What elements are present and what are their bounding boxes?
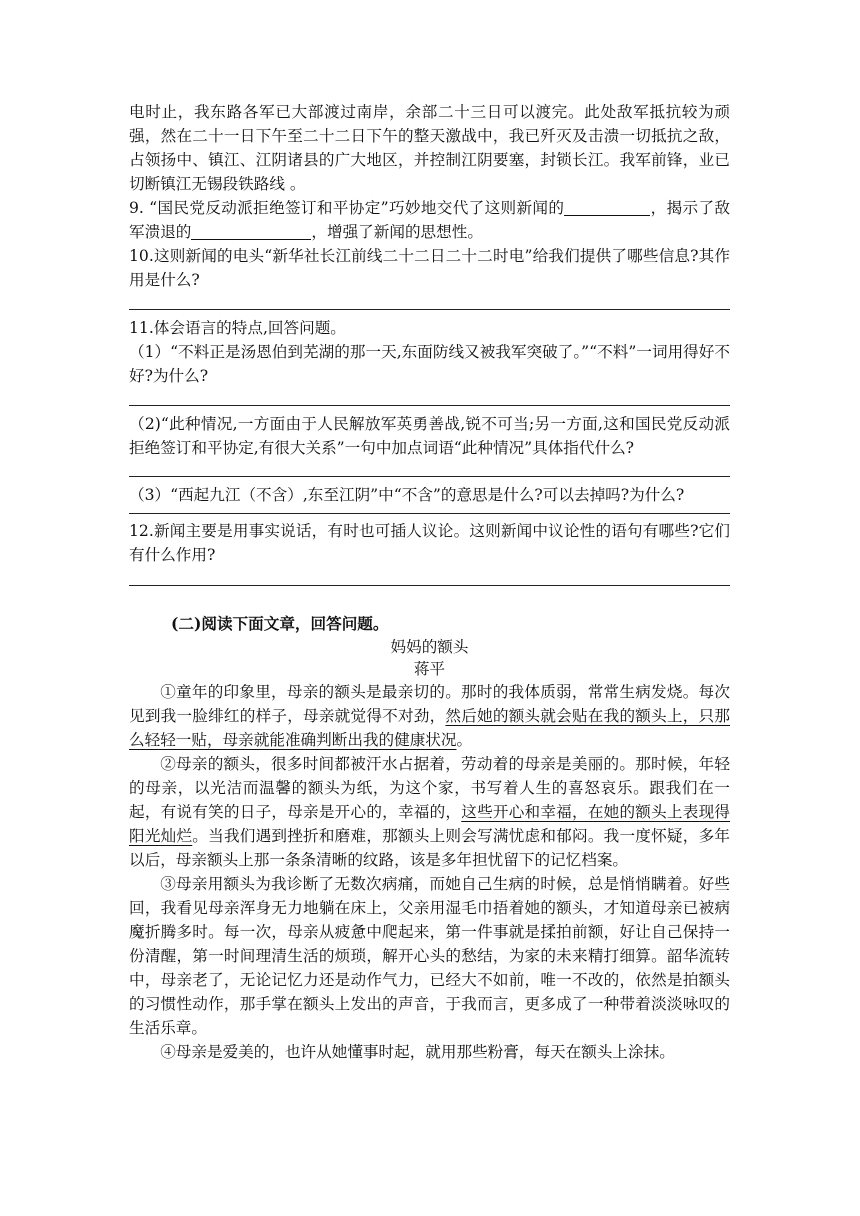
article-title: 妈妈的额头	[390, 638, 469, 656]
article-paragraph-4: ④母亲是爱美的，也许从她懂事时起，就用那些粉膏，每天在额头上涂抹。	[160, 1043, 675, 1061]
article-paragraph-3: ③母亲用额头为我诊断了无数次病痛，而她自己生病的时候，总是悄悄瞒着。好些回，我看见母亲浑身无力地躺在床上，父亲用湿毛巾捂着她的额头，才知道母亲已被病魔折腾多时。每一次，母亲从疲惫中爬起来，第一件事就是揉拍前额，好让自己保持一份清醒，第一时间理清生活的烦琐，解开心头的愁结，为家的未来精打细算。韶华流转中，母亲老了，无论记忆力还是动作气力，已经大不如前，唯一不改的，依然是拍额头的习惯性动作，那手掌在额头上发出的声音，于我而言，更多成了一种带着淡淡咏叹的生活乐章。	[129, 875, 730, 1037]
para2-text: ②母亲的额头，很多时间都被汗水占据着，劳动着的母亲是美丽的。那时候，年轻的母亲，以光洁而温馨的额头为纸，为这个家，书写着人生的喜怒哀乐。跟我们在一起，有说有笑的日子，母亲是开心的，幸福的，	[129, 755, 730, 821]
question-9	[129, 196, 730, 244]
q9-answer-blank-1[interactable]	[564, 199, 650, 216]
news-paragraph-end: 电时止，我东路各军已大部渡过南岸，余部二十三日可以渡完。此处敌军抵抗较为顽强，然在二十一日下午至二十二日下午的整天激战中，我已歼灭及击溃一切抵抗之敌，占领扬中、镇江、江阴诸县的广大地区，并控制江阴要塞，封锁长江。我军前锋，业已切断镇江无锡段铁路线 。	[129, 103, 730, 193]
question-11-1: （1）“不料正是汤恩伯到芜湖的那一天,东面防线又被我军突破了。”“不料”一词用得好不好?为什么?	[129, 343, 730, 385]
article-paragraph-2	[129, 752, 730, 872]
para2-underlined-sentence: 这些开心和幸福，在她的额头上表现得阳光灿烂	[129, 803, 730, 845]
q9-text-a: 9. “国民党反动派拒绝签订和平协定”巧妙地交代了这则新闻的	[129, 199, 565, 217]
question-11: 11.体会语言的特点,回答问题。	[129, 319, 346, 337]
q9-text-b: ，揭示了敌军溃退的	[129, 199, 730, 241]
question-10: 10.这则新闻的电头“新华社长江前线二十二日二十二时电”给我们提供了哪些信息?其作用是什么?	[129, 247, 730, 289]
question-11-3: （3）“西起九江（不含）,东至江阴”中“不含”的意思是什么?可以去掉吗?为什么?	[129, 486, 685, 504]
document-page	[129, 100, 730, 1064]
section-heading: (二)阅读下面文章，回答问题。	[171, 614, 389, 633]
article-paragraph-1	[129, 680, 730, 752]
para2-end: 。当我们遇到挫折和磨难，那额头上则会写满忧虑和郁闷。我一度怀疑，多年以后，母亲额头上那一条条清晰的纹路，该是多年担忧留下的记忆档案。	[129, 827, 730, 869]
q9-text-c: ，增强了新闻的思想性。	[311, 223, 483, 241]
article-author: 蒋平	[413, 660, 446, 678]
question-12: 12.新闻主要是用事实说话，有时也可插人议论。这则新闻中议论性的语句有哪些?它们有什么作用?	[129, 522, 730, 564]
para1-underlined-sentence: 然后她的额头就会贴在我的额头上，只那么轻轻一贴，母亲就能准确判断出我的健康状况	[129, 707, 730, 749]
para1-text: ①童年的印象里，母亲的额头是最亲切的。那时的我体质弱，常常生病发烧。每次见到我一脸绯红的样子，母亲就觉得不对劲，	[129, 683, 730, 725]
para1-end: 。	[456, 731, 473, 749]
q9-answer-blank-2[interactable]	[191, 223, 311, 240]
question-11-2: （2)“此种情况,一方面由于人民解放军英勇善战,锐不可当;另一方面,这和国民党反动派拒绝签订和平协定,有很大关系”一句中加点词语“此种情况”具体指代什么?	[129, 415, 730, 457]
